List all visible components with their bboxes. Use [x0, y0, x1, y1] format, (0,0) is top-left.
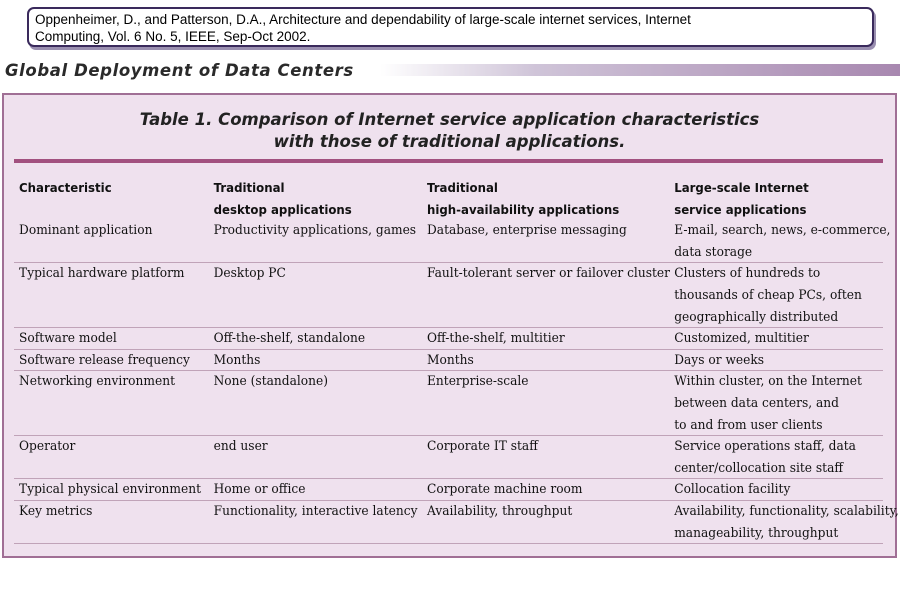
cell-line: Collocation facility — [674, 482, 791, 498]
header-cell-3 — [674, 177, 809, 220]
cell-line: service applications — [674, 201, 807, 217]
table-title-line-2: with those of traditional applications. — [273, 132, 626, 151]
slide-title: Global Deployment of Data Centers — [5, 61, 354, 80]
citation-box — [27, 7, 874, 47]
table-title — [4, 109, 895, 153]
cell-line: Months — [213, 352, 261, 368]
cell-line: Desktop PC — [213, 266, 286, 282]
cell-line: None (standalone) — [213, 374, 329, 390]
cell-line: Large-scale Internet — [674, 180, 809, 195]
cell-line: to and from user clients — [674, 417, 823, 433]
cell-line: Software model — [19, 331, 117, 347]
table-cell-3 — [674, 350, 764, 372]
table-cell-0 — [19, 436, 75, 458]
cell-line: Availability, functionality, scalability, — [674, 504, 899, 519]
table-cell-3 — [674, 501, 899, 544]
table-cell-3 — [674, 479, 790, 501]
citation-line-1: Oppenheimer, D., and Patterson, D.A., Architecture and dependability of large-scale internet services, Internet — [35, 12, 691, 27]
cell-line: center/collocation site staff — [674, 460, 844, 476]
cell-line: E-mail, search, news, e-commerce, — [674, 223, 891, 239]
title-gradient-bar — [380, 64, 900, 76]
cell-line: Characteristic — [19, 180, 112, 195]
cell-line: Typical hardware platform — [19, 266, 185, 282]
table-top-rule — [14, 159, 883, 163]
cell-line: Days or weeks — [674, 352, 765, 368]
cell-line: Service operations staff, data — [674, 439, 856, 455]
table-cell-3 — [674, 263, 862, 328]
cell-line: desktop applications — [213, 201, 352, 217]
cell-line: Traditional — [427, 180, 498, 195]
cell-line: Networking environment — [19, 374, 176, 390]
header-cell-2 — [427, 177, 619, 220]
cell-line: Enterprise-scale — [427, 374, 529, 390]
cell-line: Customized, multitier — [674, 331, 809, 347]
cell-line: Off-the-shelf, multitier — [427, 331, 565, 347]
table-cell-0 — [19, 328, 117, 350]
table-cell-2 — [427, 371, 529, 393]
cell-line: Operator — [19, 439, 76, 455]
table-cell-3 — [674, 328, 809, 350]
cell-line: Home or office — [213, 482, 306, 498]
cell-line: Within cluster, on the Internet — [674, 374, 862, 390]
cell-line: Months — [427, 352, 474, 368]
cell-line: Database, enterprise messaging — [427, 223, 627, 239]
citation-line-2: Computing, Vol. 6 No. 5, IEEE, Sep-Oct 2002. — [35, 29, 311, 44]
cell-line: Traditional — [213, 180, 285, 195]
table-cell-2 — [427, 350, 474, 372]
table-cell-1 — [214, 263, 286, 285]
table-panel — [2, 93, 897, 558]
header-cell-0 — [19, 177, 112, 199]
cell-line: thousands of cheap PCs, often — [674, 287, 862, 303]
cell-line: Key metrics — [19, 504, 93, 519]
table-cell-0 — [19, 479, 201, 501]
cell-line: Dominant application — [19, 223, 153, 239]
table-cell-0 — [19, 263, 184, 285]
header-cell-1 — [214, 177, 352, 220]
table-cell-2 — [427, 263, 670, 285]
table-cell-3 — [674, 436, 856, 479]
table-cell-2 — [427, 328, 565, 350]
table-cell-1 — [214, 501, 418, 523]
cell-line: Corporate IT staff — [427, 439, 538, 455]
table-cell-0 — [19, 220, 152, 242]
row-divider — [14, 543, 883, 544]
table-cell-3 — [674, 371, 862, 436]
cell-line: Availability, throughput — [427, 504, 573, 519]
table-cell-0 — [19, 501, 92, 523]
cell-line: manageability, throughput — [674, 525, 839, 541]
table-cell-1 — [214, 479, 306, 501]
cell-line: Fault-tolerant server or failover cluster — [427, 266, 670, 282]
table-cell-2 — [427, 220, 627, 242]
cell-line: end user — [213, 439, 268, 455]
cell-line: data storage — [674, 244, 753, 260]
cell-line: geographically distributed — [674, 309, 839, 325]
table-cell-1 — [214, 220, 416, 242]
cell-line: high-availability applications — [427, 201, 620, 217]
table-cell-2 — [427, 501, 572, 523]
cell-line: Typical physical environment — [19, 482, 202, 498]
cell-line: Off-the-shelf, standalone — [213, 331, 366, 347]
table-cell-0 — [19, 371, 175, 393]
table-title-line-1: Table 1. Comparison of Internet service application characteristics — [139, 110, 760, 129]
cell-line: Productivity applications, games — [213, 223, 417, 239]
table-cell-2 — [427, 479, 583, 501]
table-cell-1 — [214, 350, 261, 372]
cell-line: Software release frequency — [19, 352, 190, 368]
table-cell-2 — [427, 436, 538, 458]
table-cell-1 — [214, 436, 268, 458]
cell-line: Corporate machine room — [427, 482, 583, 498]
table-cell-1 — [214, 371, 328, 393]
table-cell-3 — [674, 220, 890, 263]
table-cell-1 — [214, 328, 365, 350]
cell-line: Clusters of hundreds to — [674, 266, 821, 282]
cell-line: Functionality, interactive latency — [213, 504, 418, 519]
cell-line: between data centers, and — [674, 395, 839, 411]
table-cell-0 — [19, 350, 190, 372]
